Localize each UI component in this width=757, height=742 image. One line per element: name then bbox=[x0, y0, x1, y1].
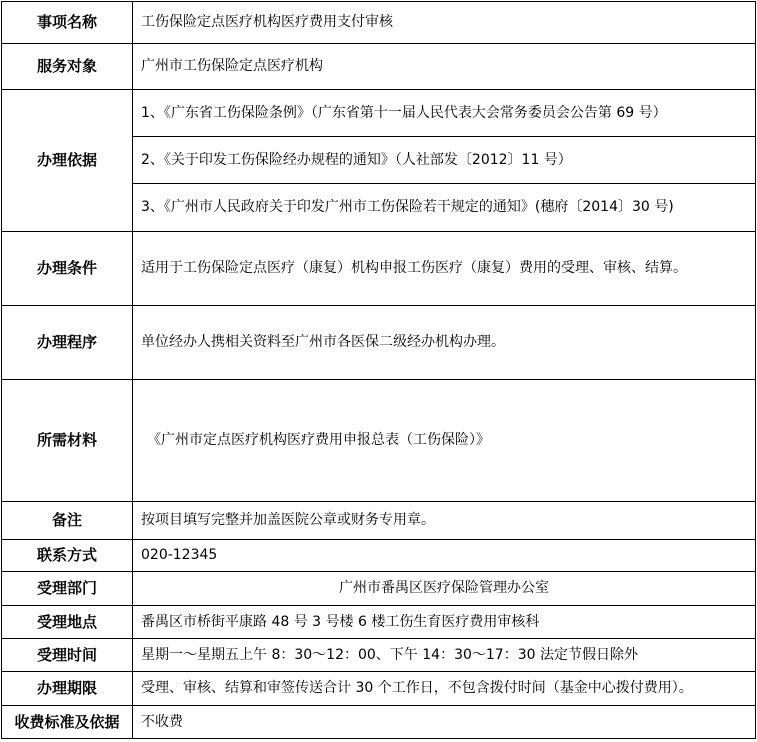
item-name-label: 事项名称 bbox=[2, 2, 133, 44]
department-value: 广州市番禺区医疗保险管理办公室 bbox=[133, 572, 756, 606]
table-row bbox=[2, 572, 756, 606]
hours-label: 受理时间 bbox=[2, 639, 133, 672]
conditions-value: 适用于工伤保险定点医疗（康复）机构申报工伤医疗（康复）费用的受理、审核、结算。 bbox=[133, 232, 756, 306]
basis-label: 办理依据 bbox=[2, 90, 133, 232]
time-limit-label: 办理期限 bbox=[2, 672, 133, 706]
conditions-label: 办理条件 bbox=[2, 232, 133, 306]
remarks-value: 按项目填写完整并加盖医院公章或财务专用章。 bbox=[133, 502, 756, 540]
procedure-value: 单位经办人携相关资料至广州市各医保二级经办机构办理。 bbox=[133, 306, 756, 380]
procedure-label: 办理程序 bbox=[2, 306, 133, 380]
service-info-table bbox=[1, 1, 756, 739]
materials-value: 《广州市定点医疗机构医疗费用申报总表（工伤保险）》 bbox=[133, 380, 756, 502]
table-row bbox=[2, 672, 756, 706]
department-label: 受理部门 bbox=[2, 572, 133, 606]
table-row bbox=[2, 44, 756, 90]
service-target-label: 服务对象 bbox=[2, 44, 133, 90]
hours-value: 星期一～星期五上午 8：30～12：00、下午 14：30～17：30 法定节假日除外 bbox=[133, 639, 756, 672]
table-row bbox=[2, 380, 756, 502]
table-row bbox=[2, 90, 756, 137]
table-row bbox=[2, 306, 756, 380]
table-row bbox=[2, 606, 756, 639]
table-row bbox=[2, 502, 756, 540]
table-row bbox=[2, 232, 756, 306]
service-target-value: 广州市工伤保险定点医疗机构 bbox=[133, 44, 756, 90]
basis-item-2: 2、《关于印发工伤保险经办规程的通知》（人社部发〔2012〕11 号） bbox=[133, 137, 756, 184]
basis-item-1: 1、《广东省工伤保险条例》（广东省第十一届人民代表大会常务委员会公告第 69 号） bbox=[133, 90, 756, 137]
fees-value: 不收费 bbox=[133, 706, 756, 739]
materials-label: 所需材料 bbox=[2, 380, 133, 502]
time-limit-value: 受理、审核、结算和审签传送合计 30 个工作日，不包含拨付时间（基金中心拨付费用）。 bbox=[133, 672, 756, 706]
fees-label: 收费标准及依据 bbox=[2, 706, 133, 739]
basis-item-3: 3、《广州市人民政府关于印发广州市工伤保险若干规定的通知》(穗府〔2014〕30 号) bbox=[133, 184, 756, 232]
item-name-value: 工伤保险定点医疗机构医疗费用支付审核 bbox=[133, 2, 756, 44]
location-value: 番禺区市桥街平康路 48 号 3 号楼 6 楼工伤生育医疗费用审核科 bbox=[133, 606, 756, 639]
table-row bbox=[2, 639, 756, 672]
contact-value: 020-12345 bbox=[133, 540, 756, 572]
table-row bbox=[2, 706, 756, 739]
remarks-label: 备注 bbox=[2, 502, 133, 540]
location-label: 受理地点 bbox=[2, 606, 133, 639]
contact-label: 联系方式 bbox=[2, 540, 133, 572]
table-row bbox=[2, 2, 756, 44]
table-row bbox=[2, 540, 756, 572]
